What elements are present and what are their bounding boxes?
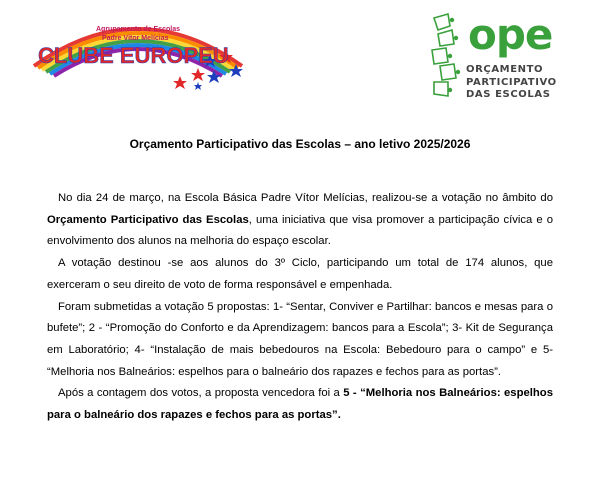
paragraph-4: Após a contagem dos votos, a proposta vencedora foi a 5 - “Melhoria nos Balneários: espelhos para o balneário dos rapazes e fechos para as portas”. xyxy=(47,387,553,422)
clube-europeu-logo xyxy=(28,10,248,92)
paragraph-1: No dia 24 de março, na Escola Básica Padre Vítor Melícias, realizou-se a votação no âmbito do Orçamento Participativo das Escolas, uma iniciativa que visa promover a participação cívica e o envolvimento dos alunos na melhoria do espaço escolar. xyxy=(47,192,553,248)
paragraph-3: Foram submetidas a votação 5 propostas: 1- “Sentar, Conviver e Partilhar: bancos e mesas para o bufete”; 2 - “Promoção do Conforto e da Aprendizagem: bancos para a Escola”; 3- Kit de Segurança em Laboratório; 4- “Instalação de mais bebedouros na Escola: Bebedouro para o campo” e 5- “Melhoria nos Balneários: espelhos para o balneário dos rapazes e fechos para as portas”. xyxy=(47,300,553,378)
document-body xyxy=(47,188,553,427)
ope-sub-line3: DAS ESCOLAS xyxy=(466,89,551,100)
document-title: Orçamento Participativo das Escolas – ano letivo 2025/2026 xyxy=(129,137,471,151)
ope-subtitle xyxy=(466,64,557,102)
highlight-ope: Orçamento Participativo das Escolas xyxy=(47,213,249,226)
club-line2: Padre Vítor Melícias xyxy=(102,35,169,42)
winning-proposal: 5 - “Melhoria nos Balneários: espelhos para o balneário dos rapazes e fechos para as portas”. xyxy=(47,387,553,422)
paragraph-2: A votação destinou -se aos alunos do 3º Ciclo, participando um total de 174 alunos, que exerceram o seu direito de voto de forma responsável e empenhada. xyxy=(47,257,553,291)
ope-wordmark: ope xyxy=(468,10,553,59)
ope-emblem-icon xyxy=(428,12,468,110)
ope-sub-line1: ORÇAMENTO xyxy=(466,64,544,75)
ope-sub-line2: PARTICIPATIVO xyxy=(466,76,557,88)
club-line1: Agrupamento de Escolas xyxy=(96,26,181,33)
club-name: CLUBE EUROPEU xyxy=(38,43,229,68)
